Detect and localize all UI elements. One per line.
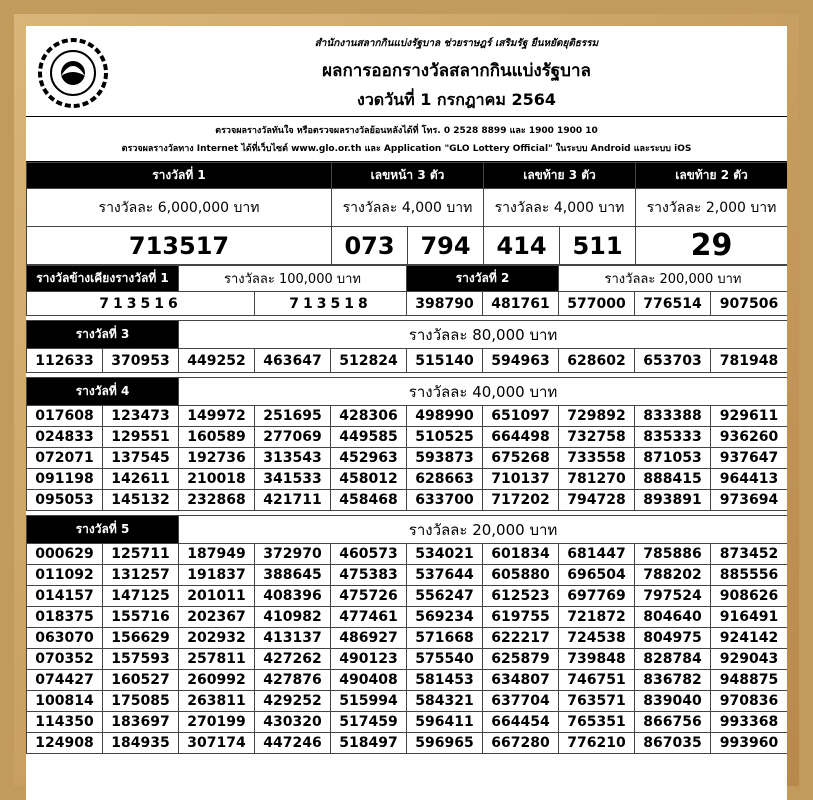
front3-number: 794	[408, 227, 484, 265]
prize-label: รางวัลที่ 5	[27, 516, 179, 544]
prize-number: 202367	[179, 607, 255, 628]
prize-number: 427262	[255, 649, 331, 670]
prize-number: 430320	[255, 712, 331, 733]
prize-number: 622217	[483, 628, 559, 649]
prize-number: 410982	[255, 607, 331, 628]
prize-number: 160527	[103, 670, 179, 691]
prize-number: 145132	[103, 490, 179, 511]
near-second-table	[26, 265, 787, 316]
prize-number: 781270	[559, 469, 635, 490]
prize-number: 149972	[179, 406, 255, 427]
prize-number: 017608	[27, 406, 103, 427]
info-line-phone: ตรวจผลรางวัลทันใจ หรือตรวจผลรางวัลย้อนหลังได้ที่ โทร. 0 2528 8899 และ 1900 1900 10	[215, 126, 598, 136]
prize-number: 192736	[179, 448, 255, 469]
prize-number: 024833	[27, 427, 103, 448]
prize-number: 313543	[255, 448, 331, 469]
prize-number: 260992	[179, 670, 255, 691]
prize-number: 828784	[635, 649, 711, 670]
back2-amount: รางวัลละ 2,000 บาท	[636, 189, 787, 227]
prize-number: 605880	[483, 565, 559, 586]
prize-number: 596411	[407, 712, 483, 733]
second-number: 481761	[483, 292, 559, 316]
prize-number: 681447	[559, 544, 635, 565]
prize-number: 739848	[559, 649, 635, 670]
prize-number: 534021	[407, 544, 483, 565]
prize-number: 675268	[483, 448, 559, 469]
prize-number: 871053	[635, 448, 711, 469]
prize-number: 191837	[179, 565, 255, 586]
page-title: ผลการออกรางวัลสลากกินแบ่งรัฐบาล	[322, 61, 591, 81]
prize-number: 517459	[331, 712, 407, 733]
prize-number: 556247	[407, 586, 483, 607]
agency-line: สำนักงานสลากกินแบ่งรัฐบาล ช่วยราษฎร์ เสริมรัฐ ยืนหยัดยุติธรรม	[314, 38, 599, 49]
prize-number: 175085	[103, 691, 179, 712]
prize-number: 187949	[179, 544, 255, 565]
prize-number: 124908	[27, 733, 103, 754]
prize-number: 936260	[711, 427, 787, 448]
prize-number: 888415	[635, 469, 711, 490]
prize-number: 593873	[407, 448, 483, 469]
prize-number: 388645	[255, 565, 331, 586]
prize-number: 449585	[331, 427, 407, 448]
prize-number: 993368	[711, 712, 787, 733]
prize-number: 129551	[103, 427, 179, 448]
prize-number: 063070	[27, 628, 103, 649]
prize-number: 072071	[27, 448, 103, 469]
prize-number: 014157	[27, 586, 103, 607]
glo-seal-icon	[36, 36, 110, 110]
prize-number: 835333	[635, 427, 711, 448]
prize-number: 594963	[483, 349, 559, 373]
prize-number: 717202	[483, 490, 559, 511]
prize-number: 804975	[635, 628, 711, 649]
first-prize-number: 713517	[27, 227, 332, 265]
prize-number: 732758	[559, 427, 635, 448]
prize-number: 232868	[179, 490, 255, 511]
prize-number: 011092	[27, 565, 103, 586]
prize-number: 091198	[27, 469, 103, 490]
prize-number: 575540	[407, 649, 483, 670]
near-number: 713518	[255, 292, 407, 316]
prize-number: 794728	[559, 490, 635, 511]
prize-number: 721872	[559, 607, 635, 628]
prize-number: 797524	[635, 586, 711, 607]
prize-number: 458012	[331, 469, 407, 490]
lottery-result-sheet	[26, 26, 787, 800]
prize-number: 970836	[711, 691, 787, 712]
prize-number: 637704	[483, 691, 559, 712]
prize-number: 000629	[27, 544, 103, 565]
prize-number: 341533	[255, 469, 331, 490]
prize-number: 733558	[559, 448, 635, 469]
near-prize-label: รางวัลข้างเคียงรางวัลที่ 1	[27, 266, 179, 292]
prize-number: 612523	[483, 586, 559, 607]
prize-number: 463647	[255, 349, 331, 373]
back3-amount: รางวัลละ 4,000 บาท	[484, 189, 636, 227]
prize-number: 074427	[27, 670, 103, 691]
prize-number: 628663	[407, 469, 483, 490]
second-number: 398790	[407, 292, 483, 316]
prize-number: 201011	[179, 586, 255, 607]
prize-number: 651097	[483, 406, 559, 427]
draw-date: งวดวันที่ 1 กรกฎาคม 2564	[357, 90, 556, 109]
prize-amount: รางวัลละ 40,000 บาท	[179, 378, 787, 406]
first-prize-amount: รางวัลละ 6,000,000 บาท	[27, 189, 332, 227]
second-prize-label: รางวัลที่ 2	[407, 266, 559, 292]
info-line-internet: ตรวจผลรางวัลทาง Internet ได้ที่เว็บไซต์ www.glo.or.th และ Application "GLO Lottery Official" ในระบบ Android และระบบ iOS	[121, 144, 692, 154]
prize-number: 664498	[483, 427, 559, 448]
front3-number: 073	[332, 227, 408, 265]
prize-number: 131257	[103, 565, 179, 586]
prize-number: 452963	[331, 448, 407, 469]
prize-number: 866756	[635, 712, 711, 733]
prize-number: 937647	[711, 448, 787, 469]
prize-number: 569234	[407, 607, 483, 628]
prize-number: 449252	[179, 349, 255, 373]
prize-number: 123473	[103, 406, 179, 427]
prize-number: 765351	[559, 712, 635, 733]
prize-number: 428306	[331, 406, 407, 427]
fourth-prize-table	[26, 377, 787, 511]
front3-label: เลขหน้า 3 ตัว	[332, 163, 484, 189]
prize-number: 257811	[179, 649, 255, 670]
prize-number: 964413	[711, 469, 787, 490]
prize-number: 202932	[179, 628, 255, 649]
near-number: 713516	[27, 292, 255, 316]
prize-number: 421711	[255, 490, 331, 511]
back2-label: เลขท้าย 2 ตัว	[636, 163, 787, 189]
prize-number: 596965	[407, 733, 483, 754]
prize-number: 429252	[255, 691, 331, 712]
fifth-prize-table	[26, 515, 787, 754]
prize-number: 498990	[407, 406, 483, 427]
prize-number: 584321	[407, 691, 483, 712]
prize-number: 460573	[331, 544, 407, 565]
prize-number: 634807	[483, 670, 559, 691]
first-prize-label: รางวัลที่ 1	[27, 163, 332, 189]
prize-number: 929043	[711, 649, 787, 670]
prize-number: 477461	[331, 607, 407, 628]
info-section	[26, 117, 787, 162]
prize-number: 885556	[711, 565, 787, 586]
prize-number: 142611	[103, 469, 179, 490]
prize-number: 697769	[559, 586, 635, 607]
prize-number: 804640	[635, 607, 711, 628]
prize-number: 070352	[27, 649, 103, 670]
top-prizes-table	[26, 162, 787, 265]
prize-number: 710137	[483, 469, 559, 490]
prize-number: 948875	[711, 670, 787, 691]
prize-number: 929611	[711, 406, 787, 427]
prize-number: 447246	[255, 733, 331, 754]
back3-label: เลขท้าย 3 ตัว	[484, 163, 636, 189]
prize-number: 413137	[255, 628, 331, 649]
prize-number: 973694	[711, 490, 787, 511]
prize-number: 867035	[635, 733, 711, 754]
prize-number: 993960	[711, 733, 787, 754]
prize-number: 100814	[27, 691, 103, 712]
prize-number: 571668	[407, 628, 483, 649]
prize-number: 518497	[331, 733, 407, 754]
back2-number: 29	[636, 227, 787, 265]
back3-number: 414	[484, 227, 560, 265]
second-prize-amount: รางวัลละ 200,000 บาท	[559, 266, 787, 292]
prize-number: 664454	[483, 712, 559, 733]
prize-number: 490123	[331, 649, 407, 670]
second-number: 776514	[635, 292, 711, 316]
prize-number: 160589	[179, 427, 255, 448]
prize-number: 916491	[711, 607, 787, 628]
prize-number: 601834	[483, 544, 559, 565]
prize-number: 625879	[483, 649, 559, 670]
prize-number: 729892	[559, 406, 635, 427]
prize-number: 776210	[559, 733, 635, 754]
prize-number: 763571	[559, 691, 635, 712]
prize-amount: รางวัลละ 80,000 บาท	[179, 321, 787, 349]
prize-number: 277069	[255, 427, 331, 448]
prize-number: 924142	[711, 628, 787, 649]
prize-number: 581453	[407, 670, 483, 691]
second-number: 577000	[559, 292, 635, 316]
prize-number: 155716	[103, 607, 179, 628]
prize-number: 628602	[559, 349, 635, 373]
prize-number: 147125	[103, 586, 179, 607]
prize-number: 696504	[559, 565, 635, 586]
prize-number: 619755	[483, 607, 559, 628]
prize-number: 667280	[483, 733, 559, 754]
prize-number: 210018	[179, 469, 255, 490]
prize-number: 408396	[255, 586, 331, 607]
prize-number: 486927	[331, 628, 407, 649]
prize-number: 156629	[103, 628, 179, 649]
prize-number: 370953	[103, 349, 179, 373]
prize-number: 510525	[407, 427, 483, 448]
prize-number: 475726	[331, 586, 407, 607]
prize-number: 833388	[635, 406, 711, 427]
prize-label: รางวัลที่ 3	[27, 321, 179, 349]
prize-number: 270199	[179, 712, 255, 733]
prize-number: 263811	[179, 691, 255, 712]
prize-number: 653703	[635, 349, 711, 373]
prize-number: 157593	[103, 649, 179, 670]
prize-number: 184935	[103, 733, 179, 754]
prize-number: 112633	[27, 349, 103, 373]
prize-number: 781948	[711, 349, 787, 373]
prize-number: 839040	[635, 691, 711, 712]
prize-number: 137545	[103, 448, 179, 469]
prize-number: 515140	[407, 349, 483, 373]
prize-number: 458468	[331, 490, 407, 511]
prize-number: 490408	[331, 670, 407, 691]
front3-amount: รางวัลละ 4,000 บาท	[332, 189, 484, 227]
prize-number: 633700	[407, 490, 483, 511]
prize-number: 095053	[27, 490, 103, 511]
prize-number: 475383	[331, 565, 407, 586]
prize-number: 183697	[103, 712, 179, 733]
prize-number: 893891	[635, 490, 711, 511]
prize-number: 125711	[103, 544, 179, 565]
prize-number: 537644	[407, 565, 483, 586]
prize-number: 372970	[255, 544, 331, 565]
prize-amount: รางวัลละ 20,000 บาท	[179, 516, 787, 544]
prize-number: 836782	[635, 670, 711, 691]
header	[26, 26, 787, 117]
prize-number: 515994	[331, 691, 407, 712]
prize-number: 785886	[635, 544, 711, 565]
prize-number: 908626	[711, 586, 787, 607]
near-prize-amount: รางวัลละ 100,000 บาท	[179, 266, 407, 292]
prize-number: 307174	[179, 733, 255, 754]
prize-number: 724538	[559, 628, 635, 649]
prize-number: 873452	[711, 544, 787, 565]
prize-number: 114350	[27, 712, 103, 733]
prize-number: 788202	[635, 565, 711, 586]
prize-number: 251695	[255, 406, 331, 427]
prize-number: 427876	[255, 670, 331, 691]
back3-number: 511	[560, 227, 636, 265]
prize-number: 512824	[331, 349, 407, 373]
prize-number: 018375	[27, 607, 103, 628]
second-number: 907506	[711, 292, 787, 316]
prize-label: รางวัลที่ 4	[27, 378, 179, 406]
prize-number: 746751	[559, 670, 635, 691]
third-prize-table	[26, 320, 787, 373]
